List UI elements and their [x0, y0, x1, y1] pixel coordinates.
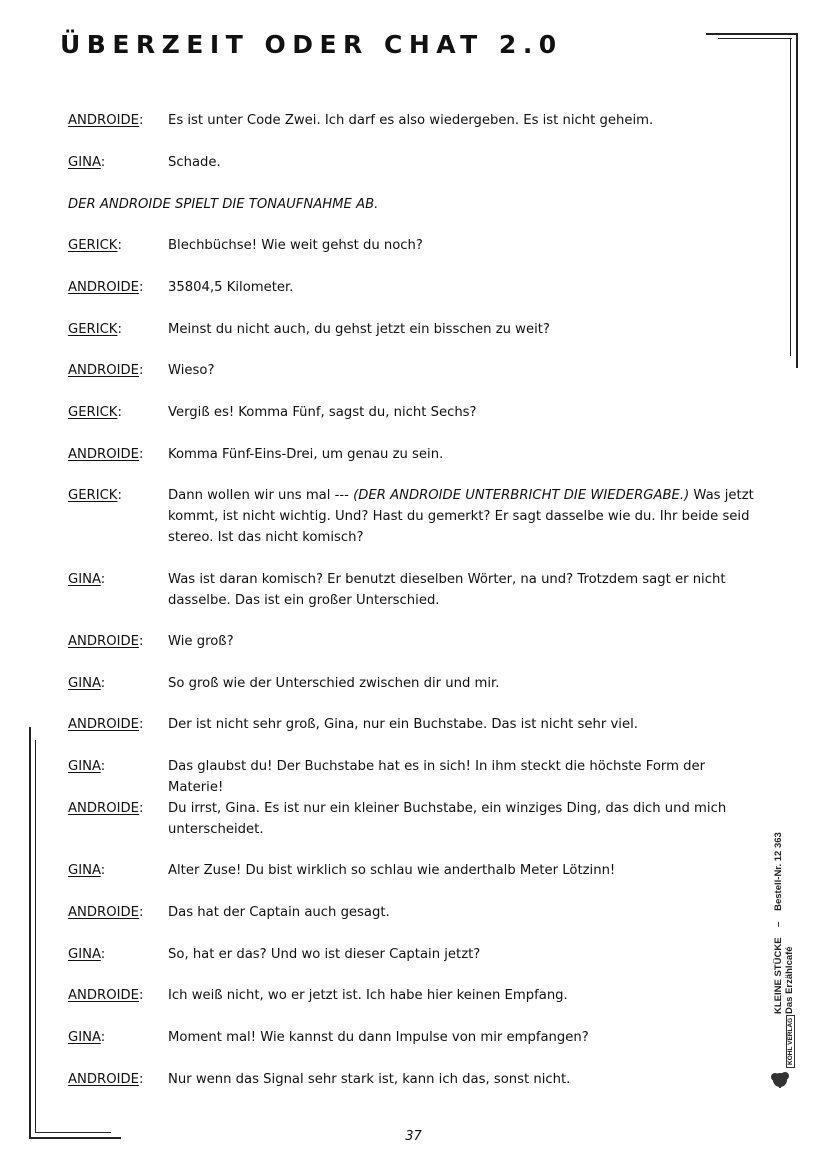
dialogue-text — [168, 714, 758, 735]
publisher-logo — [768, 1017, 798, 1090]
separator: – — [773, 921, 784, 927]
dialogue-text-part: So, hat er das? Und wo ist dieser Captain jetzt? — [168, 947, 481, 962]
speaker-label: ANDROIDE: — [68, 905, 144, 920]
speaker-name: GERICK — [68, 488, 118, 503]
dialogue-text — [168, 277, 758, 298]
dialogue-text — [168, 673, 758, 694]
speaker-label: ANDROIDE: — [68, 280, 144, 295]
dialogue-line — [68, 798, 758, 840]
speaker-label: ANDROIDE: — [68, 363, 144, 378]
publisher-side-note — [773, 832, 795, 1014]
speaker-label: GERICK: — [68, 488, 122, 503]
dialogue-text — [168, 152, 758, 173]
dialogue-text — [168, 944, 758, 965]
speaker-name: GERICK — [68, 322, 118, 337]
dialogue-text — [168, 444, 758, 465]
dialogue-line — [68, 110, 758, 131]
speaker-label: GINA: — [68, 1030, 106, 1045]
speaker-name: ANDROIDE — [68, 1072, 139, 1087]
dialogue-text — [168, 985, 758, 1006]
dialogue-line — [68, 319, 758, 340]
speaker-label: ANDROIDE: — [68, 1072, 144, 1087]
speaker-label: GINA: — [68, 676, 106, 691]
dialogue-line — [68, 631, 758, 652]
speaker-label: GINA: — [68, 863, 106, 878]
speaker-label: GINA: — [68, 759, 106, 774]
dialogue-text-part: Blechbüchse! Wie weit gehst du noch? — [168, 238, 423, 253]
dialogue-text — [168, 798, 758, 840]
speaker-label: GERICK: — [68, 238, 122, 253]
speaker-label: ANDROIDE: — [68, 801, 144, 816]
dialogue-text-part: So groß wie der Unterschied zwischen dir und mir. — [168, 676, 500, 691]
speaker-label: ANDROIDE: — [68, 113, 144, 128]
speaker-label: ANDROIDE: — [68, 717, 144, 732]
speaker-name: GINA — [68, 1030, 101, 1045]
dialogue-text — [168, 235, 758, 256]
dialogue-text — [168, 569, 758, 611]
dialogue-text-part: Vergiß es! Komma Fünf, sagst du, nicht Sechs? — [168, 405, 477, 420]
speaker-label: ANDROIDE: — [68, 634, 144, 649]
speaker-name: ANDROIDE — [68, 905, 139, 920]
page-number: 37 — [405, 1129, 422, 1144]
dialogue-text-part: Ich weiß nicht, wo er jetzt ist. Ich habe hier keinen Empfang. — [168, 988, 568, 1003]
dialogue-line — [68, 444, 758, 465]
dialogue-line — [68, 485, 758, 548]
dialogue-text — [168, 1069, 758, 1090]
dialogue-text-part: Wieso? — [168, 363, 215, 378]
speaker-name: ANDROIDE — [68, 717, 139, 732]
dialogue-text-part: Der ist nicht sehr groß, Gina, nur ein Buchstabe. Das ist nicht sehr viel. — [168, 717, 638, 732]
speaker-name: ANDROIDE — [68, 363, 139, 378]
stage-direction-text: DER ANDROIDE SPIELT DIE TONAUFNAHME AB. — [68, 197, 379, 212]
inline-stage-direction: (DER ANDROIDE UNTERBRICHT DIE WIEDERGABE.) — [353, 488, 690, 503]
dialogue-line — [68, 1027, 758, 1048]
speaker-label: GINA: — [68, 572, 106, 587]
dialogue-line — [68, 673, 758, 694]
dialogue-text — [168, 902, 758, 923]
speaker-label: ANDROIDE: — [68, 988, 144, 1003]
dialogue-text — [168, 485, 758, 548]
dialogue-text-part: Alter Zuse! Du bist wirklich so schlau wie anderthalb Meter Lötzinn! — [168, 863, 616, 878]
dialogue-text-part: 35804,5 Kilometer. — [168, 280, 294, 295]
dialogue-text-part: Das hat der Captain auch gesagt. — [168, 905, 390, 920]
speaker-name: ANDROIDE — [68, 280, 139, 295]
dialogue-line — [68, 360, 758, 381]
speaker-name: GERICK — [68, 238, 118, 253]
speaker-label: GINA: — [68, 947, 106, 962]
page-title: ÜBERZEIT ODER CHAT 2.0 — [60, 30, 563, 59]
speaker-label: GERICK: — [68, 405, 122, 420]
dialogue-text-part: Was ist daran komisch? Er benutzt dieselben Wörter, na und? Trotzdem sagt er nicht dasselbe. Das ist ein großer Unterschied. — [168, 572, 726, 608]
dialogue-text-part: Es ist unter Code Zwei. Ich darf es also wiedergeben. Es ist nicht geheim. — [168, 113, 654, 128]
speaker-label: GINA: — [68, 155, 106, 170]
dialogue-text — [168, 319, 758, 340]
speaker-name: ANDROIDE — [68, 113, 139, 128]
dialogue-line — [68, 944, 758, 965]
dialogue-line — [68, 152, 758, 173]
dialogue-line — [68, 985, 758, 1006]
dialogue-text-part: Das glaubst du! Der Buchstabe hat es in sich! In ihm steckt die höchste Form der Materie! — [168, 759, 706, 795]
book-title: Das Erzählcafé — [784, 946, 795, 1014]
dialogue-line — [68, 402, 758, 423]
dialogue-text-part: Dann wollen wir uns mal --- — [168, 488, 354, 503]
speaker-name: GINA — [68, 676, 101, 691]
dialogue-line — [68, 902, 758, 923]
order-number: Bestell-Nr. 12 363 — [773, 832, 784, 911]
dialogue-text — [168, 756, 758, 798]
dialogue-text-part: Du irrst, Gina. Es ist nur ein kleiner Buchstabe, ein winziges Ding, das dich und mich unterscheidet. — [168, 801, 727, 837]
dialogue-text — [168, 631, 758, 652]
dialogue-text — [168, 360, 758, 381]
speaker-name: GINA — [68, 155, 101, 170]
dialogue-text-part: Meinst du nicht auch, du gehst jetzt ein bisschen zu weit? — [168, 322, 550, 337]
dialogue-line — [68, 569, 758, 611]
speaker-name: GERICK — [68, 405, 118, 420]
speaker-name: ANDROIDE — [68, 801, 139, 816]
dialogue-text-part: Nur wenn das Signal sehr stark ist, kann ich das, sonst nicht. — [168, 1072, 571, 1087]
speaker-name: GINA — [68, 947, 101, 962]
dialogue-text-part: Moment mal! Wie kannst du dann Impulse von mir empfangen? — [168, 1030, 589, 1045]
dialogue-text — [168, 402, 758, 423]
speaker-label: ANDROIDE: — [68, 447, 144, 462]
dialogue-line — [68, 235, 758, 256]
dialogue-line — [68, 860, 758, 881]
dialogue-line — [68, 277, 758, 298]
speaker-name: GINA — [68, 572, 101, 587]
publisher-name: KOHL VERLAG — [786, 1015, 795, 1068]
dialogue-text-part: Komma Fünf-Eins-Drei, um genau zu sein. — [168, 447, 444, 462]
speaker-name: GINA — [68, 759, 101, 774]
speaker-name: ANDROIDE — [68, 447, 139, 462]
dialogue-text — [168, 110, 758, 131]
dialogue-line — [68, 756, 758, 798]
speaker-name: ANDROIDE — [68, 988, 139, 1003]
stage-direction — [68, 194, 758, 215]
speaker-name: ANDROIDE — [68, 634, 139, 649]
dialogue-text-part: Wie groß? — [168, 634, 234, 649]
series-label: KLEINE STÜCKE — [773, 937, 784, 1014]
dialogue-text-part: Was jetzt kommt, ist nicht wichtig. Und? Hast du gemerkt? Er sagt dasselbe wie du. Ihr beide seid stereo. Ist das nicht komisch? — [168, 488, 754, 545]
speaker-name: GINA — [68, 863, 101, 878]
speaker-label: GERICK: — [68, 322, 122, 337]
dialogue-line — [68, 714, 758, 735]
dialogue-text — [168, 860, 758, 881]
dialogue-text-part: Schade. — [168, 155, 221, 170]
dialogue-line — [68, 1069, 758, 1090]
dialogue-text — [168, 1027, 758, 1048]
